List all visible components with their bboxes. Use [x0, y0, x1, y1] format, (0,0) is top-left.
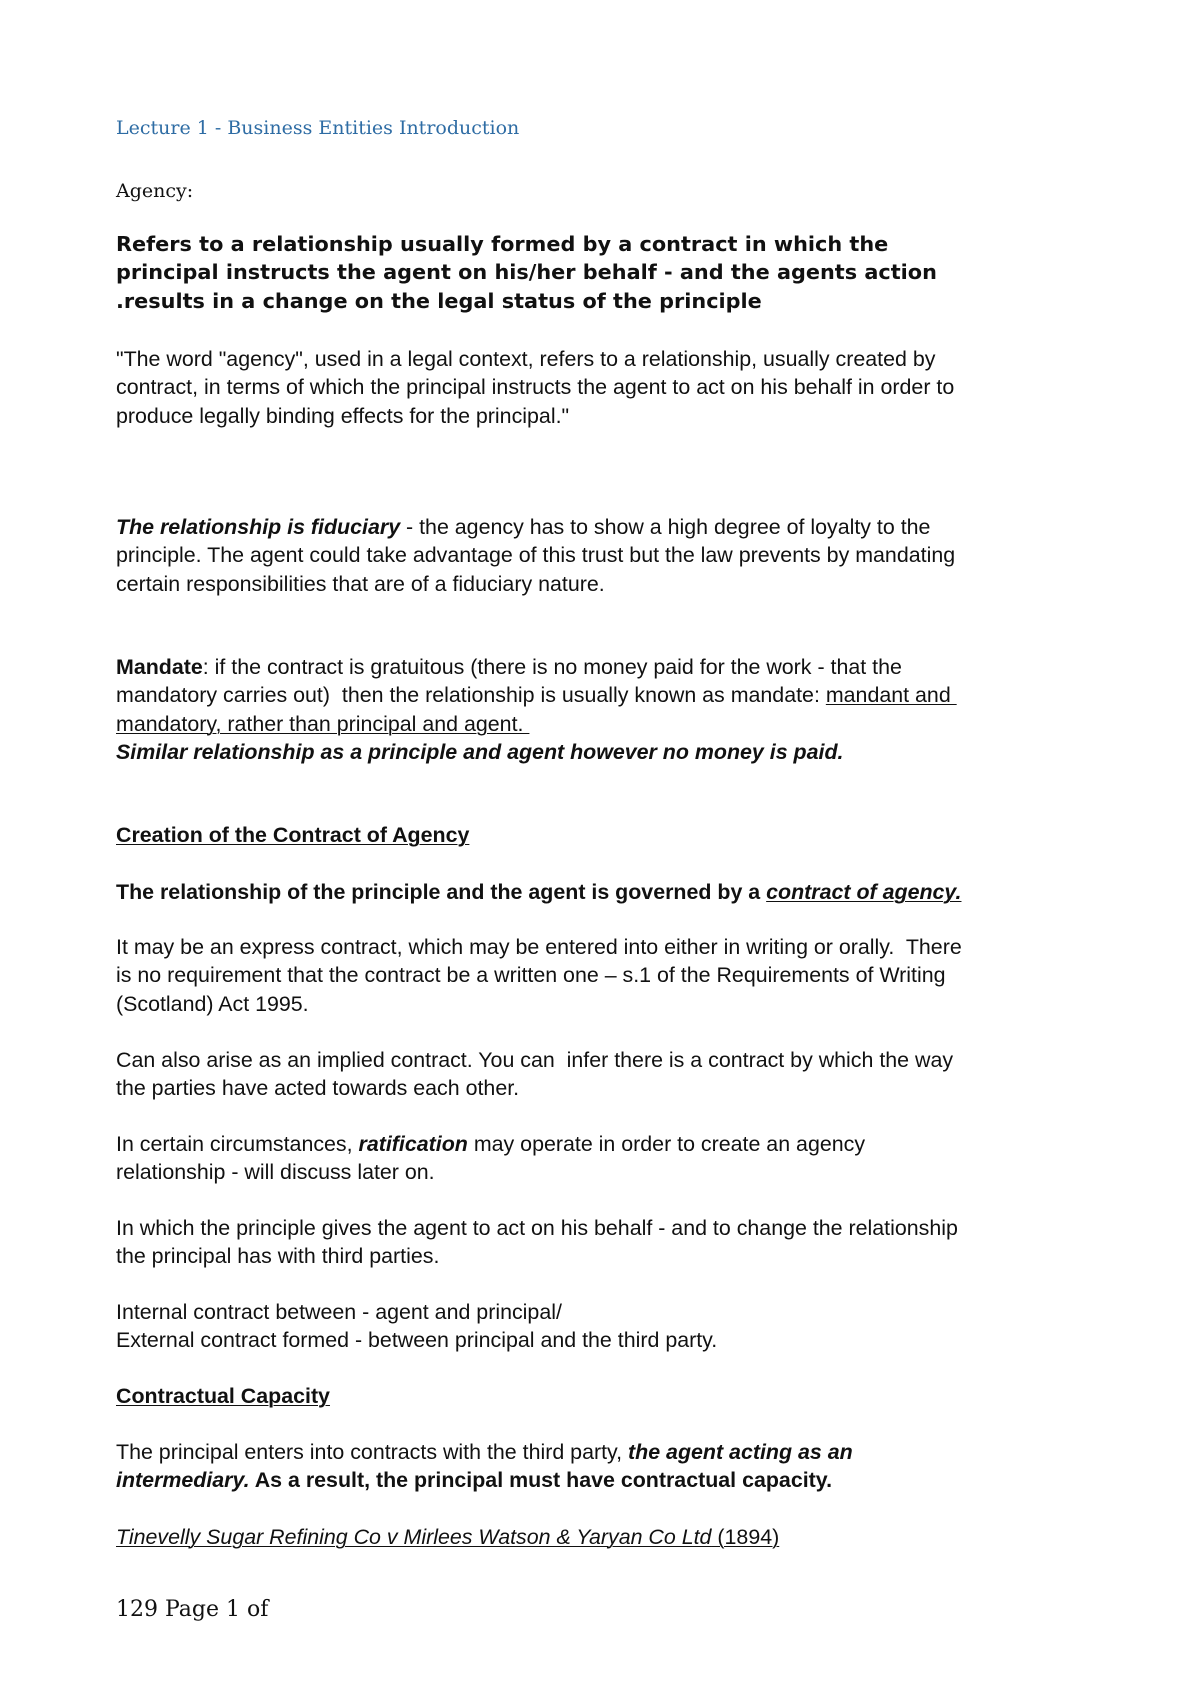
- mandate-line: [116, 681, 1176, 709]
- case-year: (1894): [711, 1525, 780, 1549]
- mandate-underlined-text: mandatory, rather than principal and agent.: [116, 711, 530, 736]
- governed-line: [116, 878, 1176, 906]
- agency-label: Agency:: [116, 180, 194, 202]
- definition-line: .results in a change on the legal status of the principle: [116, 288, 762, 313]
- capacity-before: The principal enters into contracts with the third party,: [116, 1440, 629, 1464]
- agency-definition: [116, 230, 1176, 315]
- creation-heading-block: [116, 821, 1176, 849]
- which-line: the principal has with third parties.: [116, 1244, 440, 1269]
- capacity-paragraph: [116, 1438, 1176, 1495]
- mandate-rest: : if the contract is gratuitous (there is no money paid for the work - that the: [202, 655, 902, 679]
- definition-line: Refers to a relationship usually formed by a contract in which the: [116, 232, 889, 256]
- capacity-conclusion: As a result, the principal must have contractual capacity.: [249, 1468, 833, 1493]
- implied-line: the parties have acted towards each other.: [116, 1076, 520, 1101]
- ratification-before: In certain circumstances,: [116, 1132, 359, 1156]
- fiduciary-line: principle. The agent could take advantage of this trust but the law prevents by mandating: [116, 543, 956, 568]
- ratification-line: [116, 1130, 1176, 1158]
- fiduciary-line: [116, 513, 1176, 541]
- ratification-paragraph: [116, 1130, 1176, 1187]
- mandate-lead: Mandate: [116, 655, 203, 679]
- mandate-summary: Similar relationship as a principle and agent however no money is paid.: [116, 740, 844, 765]
- mandate-line: [116, 653, 1176, 681]
- ratification-line: relationship - will discuss later on.: [116, 1160, 435, 1185]
- express-line: It may be an express contract, which may be entered into either in writing or orally. There: [116, 935, 962, 959]
- express-line: is no requirement that the contract be a written one – s.1 of the Requirements of Writing: [116, 963, 946, 988]
- definition-line: principal instructs the agent on his/her behalf - and the agents action: [116, 260, 937, 285]
- agency-quote: [116, 345, 1176, 430]
- ratification-after: may operate in order to create an agency: [467, 1132, 866, 1156]
- capacity-line: [116, 1466, 1176, 1494]
- which-paragraph: [116, 1214, 1176, 1271]
- governed-paragraph: [116, 878, 1176, 906]
- capacity-emphasis: the agent acting as an: [628, 1440, 853, 1464]
- capacity-heading: Contractual Capacity: [116, 1384, 330, 1408]
- lecture-title: Lecture 1 - Business Entities Introduction: [116, 117, 520, 139]
- mandate-line2-text: mandatory carries out) then the relationship is usually known as mandate:: [116, 683, 826, 708]
- capacity-emphasis: intermediary.: [116, 1468, 250, 1493]
- lecture-title-block: [116, 114, 1176, 142]
- external-contract-line: External contract formed - between principal and the third party.: [116, 1328, 718, 1353]
- case-citation: [116, 1523, 1176, 1551]
- contract-types-paragraph: [116, 1298, 1176, 1355]
- mandate-underlined-text: mandant and: [825, 683, 957, 708]
- fiduciary-lead: The relationship is fiduciary: [116, 515, 401, 539]
- which-line: In which the principle gives the agent to act on his behalf - and to change the relationship: [116, 1216, 958, 1240]
- express-line: (Scotland) Act 1995.: [116, 991, 309, 1016]
- creation-heading: Creation of the Contract of Agency: [116, 823, 470, 847]
- agency-label-block: [116, 177, 1176, 205]
- quote-line: produce legally binding effects for the principal.": [116, 403, 570, 428]
- fiduciary-rest: - the agency has to show a high degree of loyalty to the: [400, 515, 931, 539]
- internal-contract-line: Internal contract between - agent and principal/: [116, 1300, 562, 1324]
- mandate-paragraph: [116, 653, 1176, 767]
- ratification-term: ratification: [358, 1132, 468, 1156]
- page-footer-block: [116, 1596, 1176, 1624]
- fiduciary-paragraph: [116, 513, 1176, 598]
- express-paragraph: [116, 933, 1176, 1018]
- implied-line: Can also arise as an implied contract. You can infer there is a contract by which the way: [116, 1048, 954, 1072]
- case-line: [116, 1523, 1176, 1551]
- governed-text: The relationship of the principle and the agent is governed by a: [116, 880, 767, 904]
- quote-line: "The word "agency", used in a legal context, refers to a relationship, usually created by: [116, 347, 936, 371]
- implied-paragraph: [116, 1046, 1176, 1103]
- fiduciary-line: certain responsibilities that are of a fiduciary nature.: [116, 571, 605, 596]
- quote-line: contract, in terms of which the principal instructs the agent to act on his behalf in order to: [116, 375, 955, 400]
- governed-term: contract of agency.: [766, 880, 962, 904]
- case-name: Tinevelly Sugar Refining Co v Mirlees Watson & Yaryan Co Ltd: [116, 1525, 712, 1549]
- capacity-line: [116, 1438, 1176, 1466]
- mandate-line: [116, 710, 1176, 738]
- page-footer: 129 Page 1 of: [116, 1597, 269, 1622]
- capacity-heading-block: [116, 1382, 1176, 1410]
